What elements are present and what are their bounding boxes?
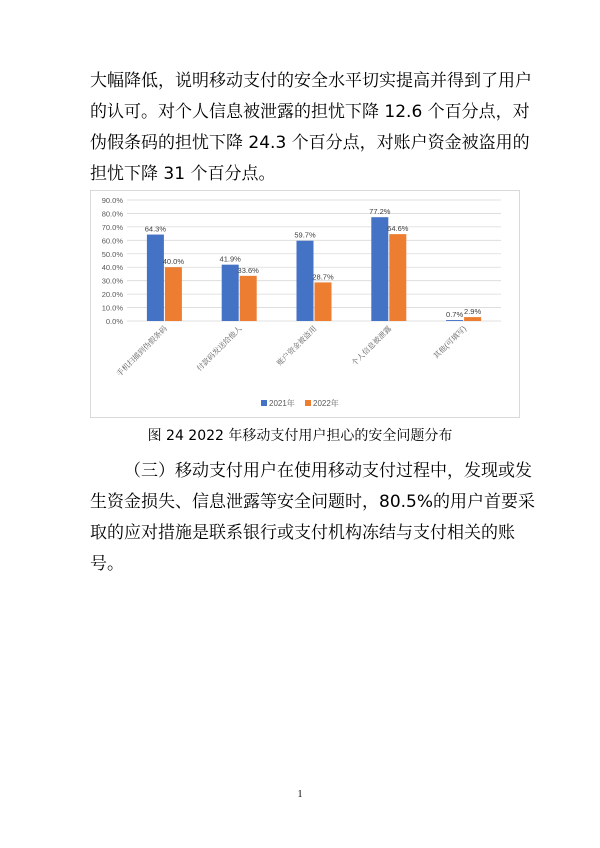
bar-series-2 [165, 267, 182, 321]
page-number: 1 [297, 789, 303, 800]
bar-series-2 [315, 282, 332, 321]
paragraph-line: 取的应对措施是联系银行或支付机构冻结与支付相关的账 [90, 523, 515, 543]
bar-series-2 [240, 276, 257, 321]
y-tick-label: 10.0% [101, 303, 123, 313]
data-label: 40.0% [162, 257, 185, 267]
bar-series-2 [389, 234, 406, 321]
data-label: 0.7% [446, 310, 464, 320]
y-tick-label: 40.0% [101, 263, 123, 273]
figure-caption: 图 24 2022 年移动支付用户担心的安全问题分布 [147, 428, 453, 444]
data-label: 64.3% [144, 224, 167, 234]
y-tick-label: 30.0% [101, 276, 123, 286]
data-label: 41.9% [219, 254, 241, 264]
data-label: 59.7% [294, 230, 316, 240]
data-label: 28.7% [312, 272, 334, 282]
paragraph-line: 号。 [90, 554, 124, 574]
data-label: 77.2% [369, 207, 391, 217]
y-tick-label: 90.0% [101, 196, 123, 205]
chart-container [90, 190, 520, 418]
paragraph-line: 的认可。对个人信息被泄露的担忧下降 12.6 个百分点，对 [90, 102, 530, 122]
y-tick-label: 50.0% [101, 249, 123, 259]
bar-series-1 [297, 241, 314, 321]
paragraph-line: （三）移动支付用户在使用移动支付过程中，发现或发 [124, 461, 532, 481]
x-category-label: 手机扫描到伪假条码 [114, 324, 169, 379]
data-label: 64.6% [387, 224, 409, 234]
legend-swatch [305, 400, 311, 406]
legend-swatch [261, 400, 267, 406]
bar-series-2 [464, 317, 481, 321]
bar-series-1 [371, 217, 388, 321]
y-tick-label: 70.0% [101, 222, 123, 232]
x-category-label: 付款码发送给他人 [194, 324, 244, 373]
bar-series-1 [446, 320, 463, 321]
x-category-label: 个人信息被泄露 [349, 324, 394, 368]
bar-series-1 [147, 235, 164, 321]
bar-series-1 [222, 265, 239, 321]
y-tick-label: 60.0% [101, 236, 123, 246]
y-tick-label: 20.0% [101, 290, 123, 300]
x-category-label: 账户资金被盗用 [274, 324, 319, 368]
y-tick-label: 0.0% [105, 317, 123, 326]
paragraph-line: 担忧下降 31 个百分点。 [90, 164, 276, 184]
paragraph-line: 生资金损失、信息泄露等安全问题时，80.5%的用户首要采 [90, 492, 536, 512]
legend-entry: 2021年 [269, 399, 295, 408]
bar-chart [91, 191, 519, 417]
data-label: 33.6% [237, 265, 259, 275]
paragraph-2 [90, 456, 536, 580]
paragraph-line: 伪假条码的担忧下降 24.3 个百分点，对账户资金被盗用的 [90, 133, 530, 153]
legend-entry: 2022年 [313, 399, 339, 408]
paragraph-line: 大幅降低，说明移动支付的安全水平切实提高并得到了用户 [90, 71, 532, 91]
paragraph-1 [90, 66, 532, 190]
data-label: 2.9% [464, 307, 482, 317]
x-category-label: 其他(可填写) [431, 324, 469, 361]
y-tick-label: 80.0% [101, 209, 123, 219]
